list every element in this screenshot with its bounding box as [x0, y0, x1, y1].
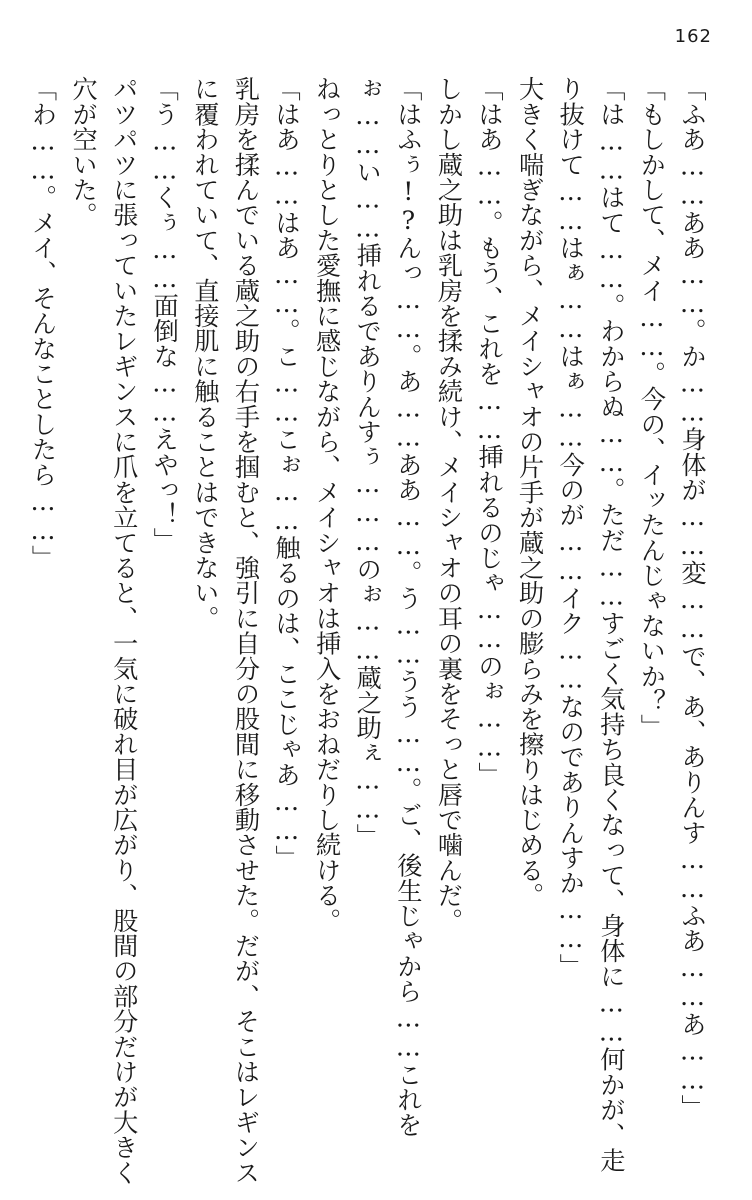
text-line: 「ふあ……ああ……。か……身体が……変……で、あ、ありんす……ふあ……あ……」	[678, 76, 707, 1120]
text-line: ねっとりとした愛撫に感じながら、メイシャオは挿入をおねだりし続ける。	[312, 76, 342, 933]
novel-text	[28, 76, 712, 1186]
text-line: 「はふぅ!?んっ……。あ……ああ……。う……うう……。ご、後生じゃから……これをぉ……い……挿れるでありんすぅ………のぉ……蔵之助ぇ……」	[353, 76, 423, 1138]
text-line: 「わ……。メイ、そんなことしたら……」	[28, 76, 58, 570]
text-line: 大きく喘ぎながら、メイシャオの片手が蔵之助の膨らみを擦りはじめる。	[515, 76, 545, 908]
text-line: 「は……はて……。わからぬ……。ただ……すごく気持ち良くなって、身体に……何かが、走り抜けて……はぁ……はぁ……今のが……イク……なのでありんすか……」	[556, 76, 626, 1173]
text-line: 「もしかして、メイ……。今の、イッたんじゃないか？」	[637, 76, 667, 739]
text-line: 「はあ……はあ……。こ……こぉ……触るのは、ここじゃあ……」	[272, 76, 302, 870]
text-line: 「う……くぅ……面倒な……えやっ！」	[150, 76, 180, 553]
page-number: 162	[674, 26, 712, 47]
text-line: しかし蔵之助は乳房を揉み続け、メイシャオの耳の裏をそっと唇で噛んだ。	[434, 76, 464, 933]
text-line: 乳房を揉んでいる蔵之助の右手を掴むと、強引に自分の股間に移動させた。だが、そこはレギンスに覆われていて、直接肌に触ることはできない。	[190, 76, 261, 1185]
text-line: 「はあ……。もう、これを……挿れるのじゃ……のぉ……」	[475, 76, 505, 787]
text-line: パツパツに張っていたレギンスに爪を立てると、一気に破れ目が広がり、股間の部分だけが大きく穴が空いた。	[69, 76, 139, 1185]
